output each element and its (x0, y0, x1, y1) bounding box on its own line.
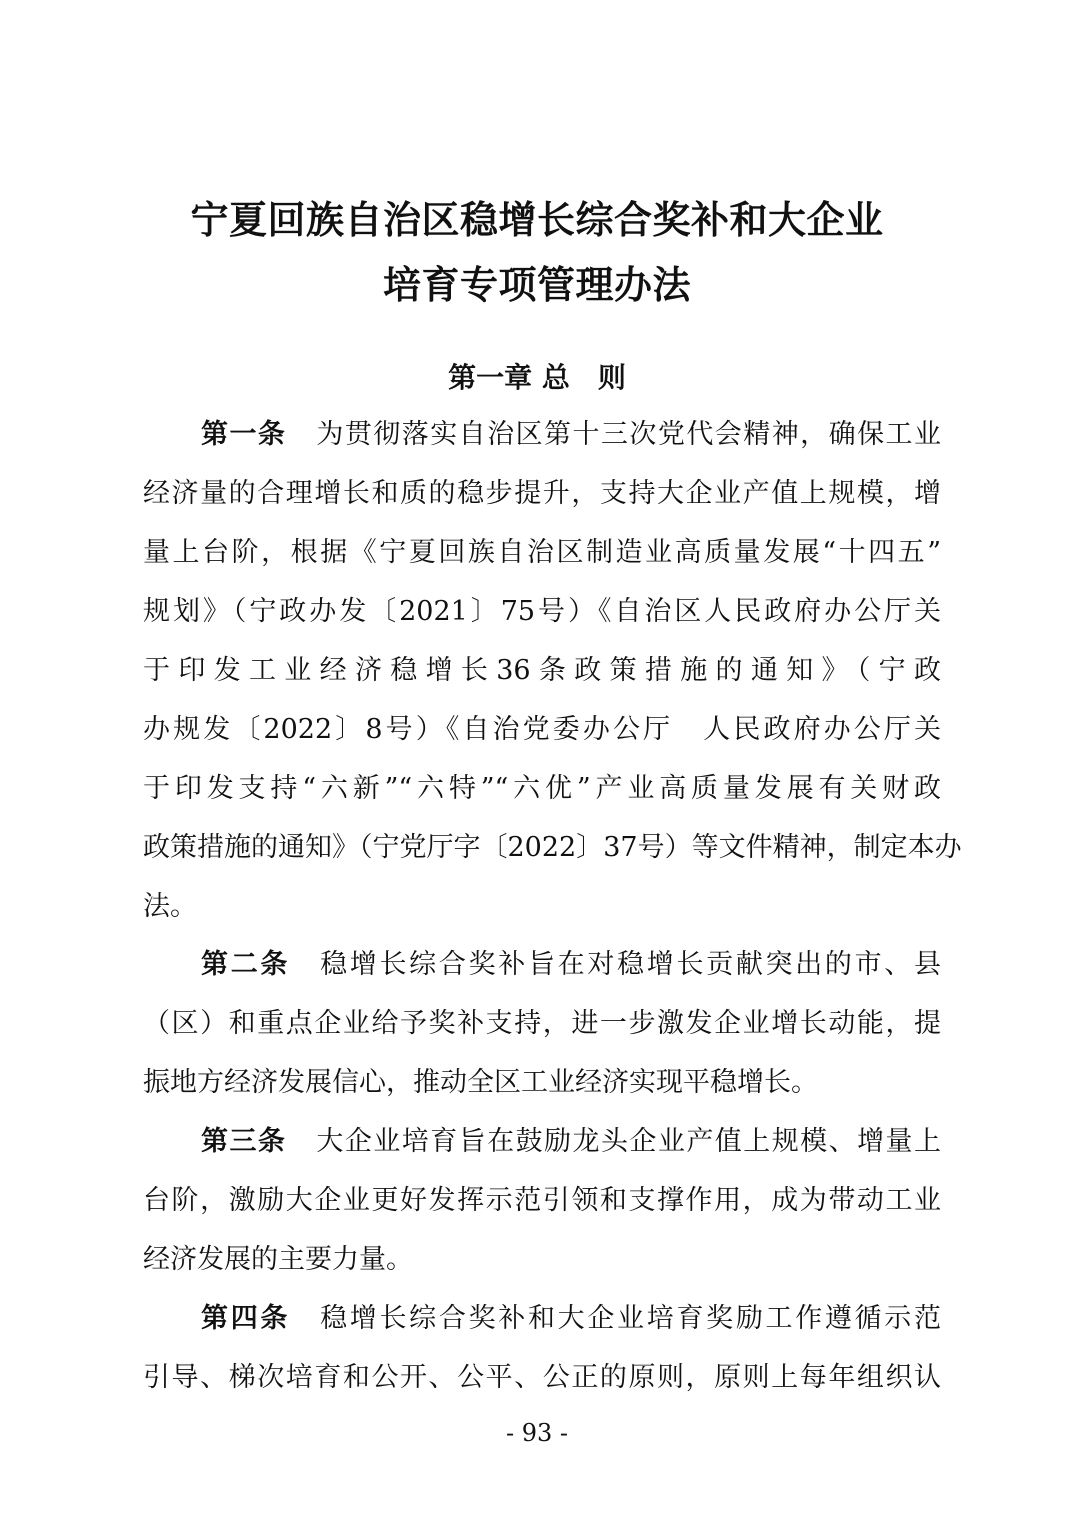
article-3-label: 第三条 (201, 1126, 287, 1157)
article-1-line-3: 量上台阶，根据《宁夏回族自治区制造业高质量发展“十四五” (143, 537, 941, 568)
article-1-label: 第一条 (201, 419, 287, 450)
article-1-line-1 (201, 414, 941, 456)
article-2-line-2: （区）和重点企业给予奖补支持，进一步激发企业增长动能，提 (143, 1008, 941, 1039)
article-1-line-7: 于印发支持“六新”“六特”“六优”产业高质量发展有关财政 (143, 773, 941, 804)
article-2-line-1 (201, 944, 941, 986)
document-title-line-1: 宁夏回族自治区稳增长综合奖补和大企业 (190, 197, 884, 242)
article-1-line-5: 于印发工业经济稳增长36条政策措施的通知》（宁政 (143, 655, 941, 686)
article-1-line-6: 办规发〔2022〕8号）《自治党委办公厅 人民政府办公厅关 (143, 714, 941, 745)
article-3-line-2: 台阶，激励大企业更好发挥示范引领和支撑作用，成为带动工业 (143, 1185, 941, 1216)
article-1-line-9: 法。 (143, 891, 197, 922)
article-1-line-2: 经济量的合理增长和质的稳步提升，支持大企业产值上规模，增 (143, 478, 941, 509)
article-2-line-3: 振地方经济发展信心，推动全区工业经济实现平稳增长。 (143, 1067, 818, 1098)
article-3-line-1 (201, 1121, 941, 1163)
chapter-heading: 第一章 总 则 (448, 361, 626, 394)
document-title-line-2: 培育专项管理办法 (382, 262, 691, 307)
article-2-text: 稳增长综合奖补旨在对稳增长贡献突出的市、县 (320, 949, 942, 980)
article-3-line-3: 经济发展的主要力量。 (143, 1244, 413, 1275)
article-2-label: 第二条 (201, 949, 291, 980)
article-1-text: 为贯彻落实自治区第十三次党代会精神，确保工业 (316, 419, 941, 450)
article-1-line-8: 政策措施的通知》（宁党厅字〔2022〕37号）等文件精神，制定本办 (143, 832, 962, 863)
article-4-line-1 (201, 1298, 941, 1340)
article-1-line-4: 规划》（宁政办发〔2021〕75号）《自治区人民政府办公厅关 (143, 596, 941, 627)
article-3-text: 大企业培育旨在鼓励龙头企业产值上规模、增量上 (316, 1126, 941, 1157)
page-number: - 93 - (505, 1419, 568, 1447)
article-4-label: 第四条 (201, 1303, 291, 1334)
article-4-text: 稳增长综合奖补和大企业培育奖励工作遵循示范 (320, 1303, 942, 1334)
article-4-line-2: 引导、梯次培育和公开、公平、公正的原则，原则上每年组织认 (143, 1362, 941, 1393)
